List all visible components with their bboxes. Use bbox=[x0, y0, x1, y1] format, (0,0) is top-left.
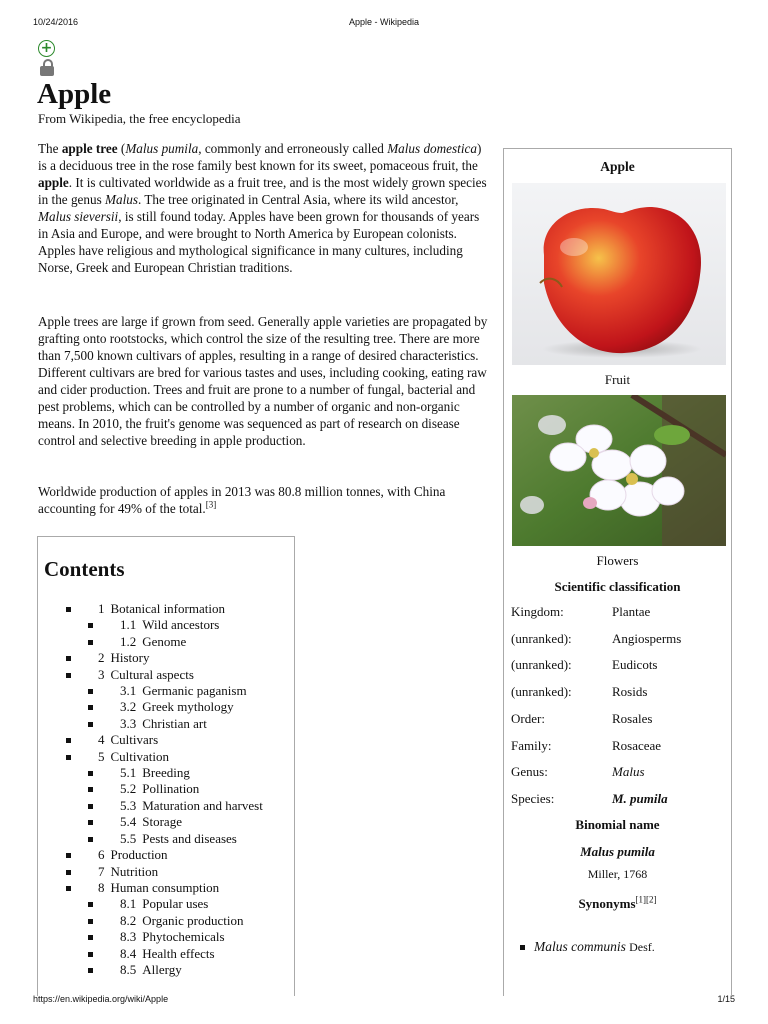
lock-icon bbox=[39, 59, 55, 77]
toc-number: 8.3 bbox=[120, 929, 137, 945]
classification-rank: Kingdom: bbox=[511, 604, 564, 619]
print-url: https://en.wikipedia.org/wiki/Apple bbox=[33, 994, 169, 1004]
toc-number: 8.2 bbox=[120, 912, 137, 928]
toc-label[interactable]: Storage bbox=[142, 814, 182, 830]
bold-term: apple bbox=[38, 175, 69, 190]
page-subtitle: From Wikipedia, the free encyclopedia bbox=[38, 111, 241, 126]
toc-label[interactable]: Human consumption bbox=[110, 879, 220, 895]
bold-term: apple tree bbox=[61, 141, 118, 156]
classification-value[interactable]: Rosales bbox=[612, 710, 653, 726]
classification-row bbox=[511, 764, 726, 784]
toc-label[interactable]: Health effects bbox=[142, 945, 215, 961]
toc-label[interactable]: Germanic paganism bbox=[142, 683, 247, 699]
toc-subitem[interactable] bbox=[66, 683, 263, 699]
toc-item[interactable] bbox=[66, 667, 263, 683]
toc-label[interactable]: Phytochemicals bbox=[142, 929, 225, 945]
toc-label[interactable]: Christian art bbox=[142, 715, 207, 731]
toc-subitem[interactable] bbox=[66, 896, 263, 912]
toc-number: 3.3 bbox=[120, 715, 137, 731]
link-malus[interactable]: Malus bbox=[105, 192, 138, 207]
lead-paragraph-3: Worldwide production of apples in 2013 was 80.8 million tonnes, with China accounting for 49% of the total.[3] bbox=[38, 484, 446, 516]
toc-number: 5.4 bbox=[120, 814, 137, 830]
article-status-icons bbox=[38, 40, 58, 77]
toc-subitem[interactable] bbox=[66, 699, 263, 715]
toc-label[interactable]: Maturation and harvest bbox=[142, 797, 263, 813]
toc-number: 5.1 bbox=[120, 765, 137, 781]
table-of-contents bbox=[37, 536, 295, 996]
scientific-classification-heading: Scientific classification bbox=[554, 579, 681, 594]
toc-label[interactable]: Cultural aspects bbox=[110, 666, 194, 682]
toc-subitem[interactable] bbox=[66, 814, 263, 830]
toc-label[interactable]: Organic production bbox=[142, 912, 244, 928]
toc-list bbox=[66, 601, 263, 978]
print-footer bbox=[0, 994, 768, 1008]
toc-number: 5 bbox=[98, 748, 105, 764]
classification-value[interactable]: Angiosperms bbox=[612, 630, 682, 646]
toc-label[interactable]: Pollination bbox=[142, 781, 200, 797]
toc-number: 1.1 bbox=[120, 617, 137, 633]
binomial-name: Malus pumila bbox=[580, 844, 655, 859]
citation-link[interactable]: [3] bbox=[205, 499, 217, 510]
toc-number: 3.2 bbox=[120, 699, 137, 715]
toc-number: 5.2 bbox=[120, 781, 137, 797]
toc-item[interactable] bbox=[66, 880, 263, 896]
page-number: 1/15 bbox=[717, 994, 735, 1004]
toc-item[interactable] bbox=[66, 864, 263, 880]
classification-row bbox=[511, 738, 726, 758]
toc-label[interactable]: Wild ancestors bbox=[142, 617, 220, 633]
toc-subitem[interactable] bbox=[66, 765, 263, 781]
toc-label[interactable]: Allergy bbox=[142, 961, 182, 977]
infobox bbox=[503, 148, 732, 996]
toc-label[interactable]: Cultivation bbox=[110, 748, 169, 764]
toc-number: 3.1 bbox=[120, 683, 137, 699]
toc-subitem[interactable] bbox=[66, 716, 263, 732]
classification-rank: Genus: bbox=[511, 764, 548, 780]
toc-subitem[interactable] bbox=[66, 781, 263, 797]
toc-number: 1.2 bbox=[120, 633, 137, 649]
classification-value[interactable]: Eudicots bbox=[612, 657, 658, 673]
toc-item[interactable] bbox=[66, 847, 263, 863]
toc-subitem[interactable] bbox=[66, 634, 263, 650]
binomial-heading: Binomial name bbox=[575, 817, 660, 832]
classification-row bbox=[511, 631, 726, 651]
toc-number: 8.1 bbox=[120, 896, 137, 912]
caption-fruit: Fruit bbox=[604, 372, 631, 387]
classification-row bbox=[511, 711, 726, 731]
toc-subitem[interactable] bbox=[66, 798, 263, 814]
toc-number: 5.3 bbox=[120, 797, 137, 813]
toc-label[interactable]: Popular uses bbox=[142, 896, 209, 912]
apple-fruit-image[interactable] bbox=[512, 183, 726, 365]
toc-number: 8 bbox=[98, 879, 105, 895]
lead-paragraph-1: The apple tree (Malus pumila, commonly and erroneously called Malus domestica) is a deciduous tree in the rose family best known for its sweet, pomaceous fruit, the apple. It is cultivated worldwide as a fruit tree, and is the most widely grown species in the genus Malus. The tree originated in Central Asia, where its wild ancestor, Malus sieversii, is still found today. Apples have been grown for thousands of years in Asia and Europe, and were brought to North America by European colonists. Apples have religious and mythological significance in many cultures, including Norse, Greek and European Christian traditions. bbox=[38, 141, 487, 275]
print-date: 10/24/2016 bbox=[33, 17, 79, 27]
link-malus-sieversii[interactable]: Malus sieversii bbox=[38, 209, 119, 224]
synonym-item: Malus communis Desf. bbox=[534, 939, 655, 954]
page-title: Apple bbox=[37, 78, 112, 110]
toc-number: 5.5 bbox=[120, 830, 137, 846]
toc-subitem[interactable] bbox=[66, 617, 263, 633]
classification-value[interactable]: M. pumila bbox=[612, 790, 668, 806]
toc-item[interactable] bbox=[66, 601, 263, 617]
classification-rank: (unranked): bbox=[511, 630, 572, 646]
toc-label[interactable]: History bbox=[110, 650, 150, 666]
caption-flowers: Flowers bbox=[596, 553, 639, 568]
infobox-title: Apple bbox=[600, 159, 635, 174]
classification-value[interactable]: Rosaceae bbox=[612, 737, 662, 753]
toc-number: 4 bbox=[98, 732, 105, 748]
classification-rank: Order: bbox=[511, 710, 545, 726]
toc-number: 3 bbox=[98, 666, 105, 682]
classification-row bbox=[511, 684, 726, 704]
classification-row bbox=[511, 657, 726, 677]
classification-rank: Family: bbox=[511, 737, 552, 753]
toc-number: 8.5 bbox=[120, 961, 137, 977]
toc-label[interactable]: Cultivars bbox=[110, 732, 159, 748]
classification-value[interactable]: Rosids bbox=[612, 684, 648, 700]
toc-item[interactable] bbox=[66, 650, 263, 666]
classification-value[interactable]: Malus bbox=[612, 764, 645, 780]
synonyms-heading: Synonyms[1][2] bbox=[578, 894, 657, 911]
toc-subitem[interactable] bbox=[66, 913, 263, 929]
link-malus-pumila[interactable]: Malus pumila bbox=[125, 141, 199, 156]
synonym-name[interactable]: Malus communis bbox=[534, 939, 626, 954]
classification-row bbox=[511, 791, 726, 811]
toc-subitem[interactable] bbox=[66, 962, 263, 978]
toc-title: Contents bbox=[44, 557, 125, 581]
toc-number: 6 bbox=[98, 847, 105, 863]
apple-flowers-image[interactable] bbox=[512, 395, 726, 546]
toc-number: 2 bbox=[98, 650, 105, 666]
plus-circle-icon[interactable]: + bbox=[38, 40, 55, 57]
toc-number: 8.4 bbox=[120, 945, 137, 961]
classification-rank: (unranked): bbox=[511, 684, 572, 700]
lead-paragraph-2: Apple trees are large if grown from seed. Generally apple varieties are propagated by grafting onto rootstocks, which control the size of the resulting tree. There are more than 7,500 known cultivars of apples, resulting in a range of desired characteristics. Different cultivars are bred for various tastes and uses, including cooking, eating raw and cider production. Trees and fruit are prone to a number of fungal, bacterial and pest problems, which can be controlled by a number of organic and non-organic means. In 2010, the fruit's genome was sequenced as part of research on disease control and selective breeding in apple production. bbox=[38, 314, 488, 448]
binomial-authority: Miller, 1768 bbox=[587, 867, 648, 881]
toc-number: 1 bbox=[98, 601, 105, 616]
classification-value[interactable]: Plantae bbox=[612, 604, 651, 619]
citation-link[interactable]: [1][2] bbox=[635, 894, 657, 905]
link-malus-domestica[interactable]: Malus domestica bbox=[387, 141, 477, 156]
print-title: Apple - Wikipedia bbox=[348, 17, 420, 27]
toc-subitem[interactable] bbox=[66, 929, 263, 945]
toc-item[interactable] bbox=[66, 732, 263, 748]
toc-label[interactable]: Greek mythology bbox=[142, 699, 234, 715]
classification-row bbox=[511, 604, 726, 624]
toc-label[interactable]: Production bbox=[110, 847, 168, 863]
toc-item[interactable] bbox=[66, 749, 263, 765]
print-header bbox=[0, 17, 768, 31]
toc-label[interactable]: Nutrition bbox=[110, 863, 159, 879]
toc-label[interactable]: Botanical information bbox=[110, 601, 225, 616]
toc-label[interactable]: Pests and diseases bbox=[142, 830, 237, 846]
toc-subitem[interactable] bbox=[66, 831, 263, 847]
toc-subitem[interactable] bbox=[66, 946, 263, 962]
toc-label[interactable]: Breeding bbox=[142, 765, 190, 781]
toc-number: 7 bbox=[98, 863, 105, 879]
classification-rank: (unranked): bbox=[511, 657, 572, 673]
toc-label[interactable]: Genome bbox=[142, 633, 187, 649]
classification-rank: Species: bbox=[511, 790, 555, 806]
